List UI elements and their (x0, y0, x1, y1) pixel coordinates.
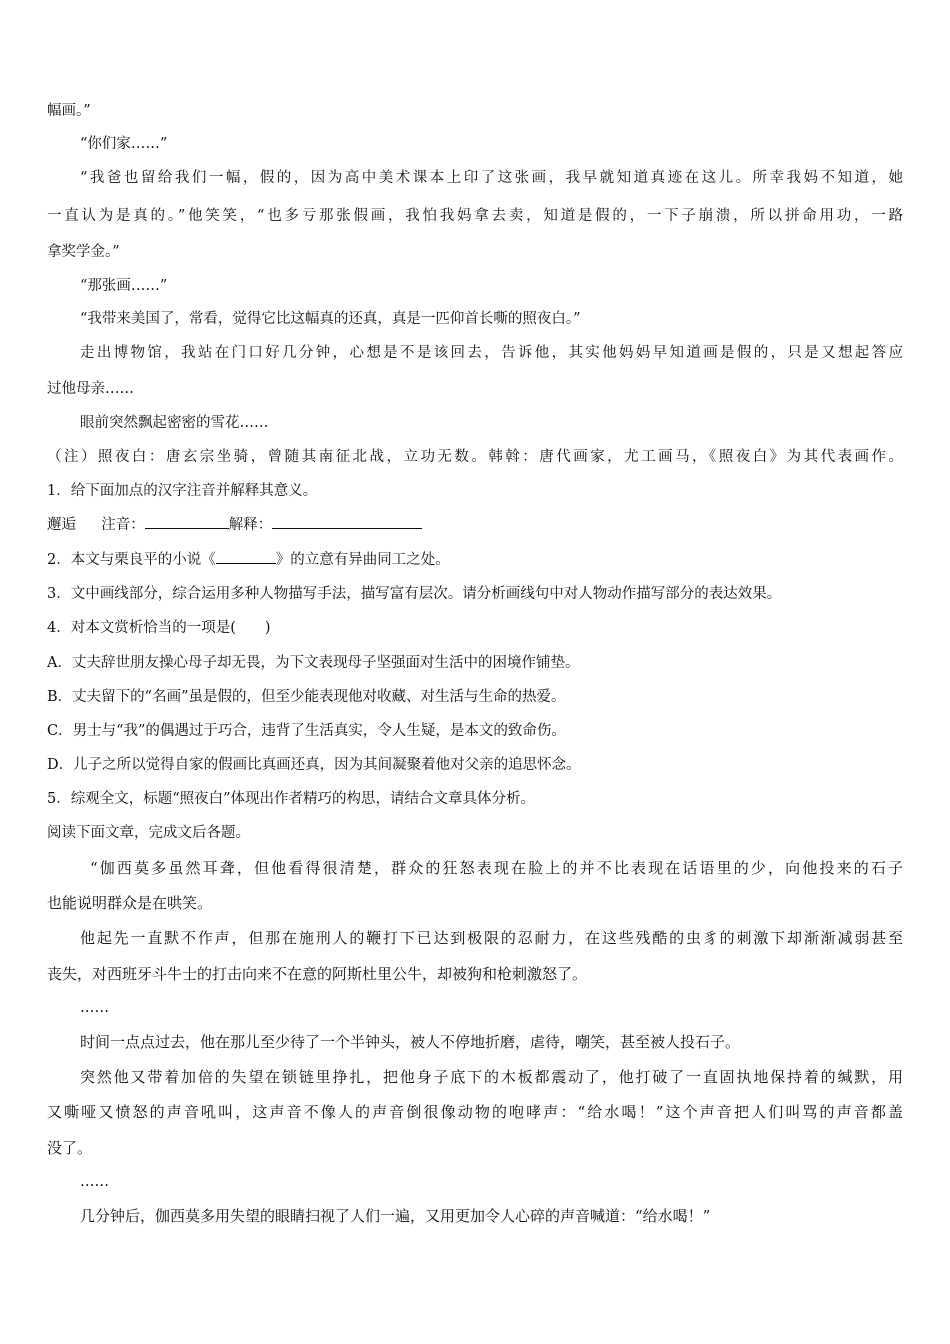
option-b: B．丈夫留下的“名画”虽是假的，但至少能表现他对收藏、对生活与生命的热爱。 (47, 689, 566, 705)
passage-line: 丧失，对西班牙斗牛士的打击向来不在意的阿斯杜里公牛，却被狗和枪刺激怒了。 (47, 965, 588, 983)
passage-line: 几分钟后，伽西莫多用失望的眼睛扫视了人们一遍，又用更加令人心碎的声音喊道：“给水喝！” (80, 1207, 711, 1225)
story-paragraph-line: 拿奖学金。” (47, 244, 120, 260)
question-2-prefix: 2．本文与栗良平的小说《 (47, 552, 216, 568)
option-a: A．丈夫辞世朋友操心母子却无畏，为下文表现母子坚强面对生活中的困境作铺垫。 (47, 655, 580, 671)
option-c: C．男士与“我”的偶遇过于巧合，违背了生活真实，令人生疑，是本文的致命伤。 (47, 723, 566, 739)
passage-ellipsis: …… (80, 1000, 109, 1016)
question-1-answer-line (47, 514, 903, 536)
question-3: 3．文中画线部分，综合运用多种人物描写手法，描写富有层次。请分析画线句中对人物动作描写部分的表达效果。 (47, 586, 782, 602)
pinyin-blank[interactable] (145, 514, 229, 529)
story-paragraph-line: “我爸也留给我们一幅，假的，因为高中美术课本上印了这张画，我早就知道真迹在这儿。所幸我妈不知道，她 (80, 170, 903, 186)
story-dialogue-line: “那张画……” (80, 278, 168, 294)
question-1: 1．给下面加点的汉字注音并解释其意义。 (47, 483, 318, 499)
footnote: （注）照夜白：唐玄宗坐骑，曾随其南征北战，立功无数。韩斡：唐代画家，尤工画马，《照夜白》为其代表画作。 (47, 449, 903, 465)
story-dialogue-line: “你们家……” (80, 136, 168, 152)
reading-instruction: 阅读下面文章，完成文后各题。 (47, 825, 250, 841)
passage-ellipsis: …… (80, 1174, 109, 1190)
story-paragraph-line: 眼前突然飘起密密的雪花…… (80, 415, 269, 431)
story-paragraph-line: 走出博物馆，我站在门口好几分钟，心想是不是该回去，告诉他，其实他妈妈早知道画是假的，只是又想起答应 (80, 345, 903, 361)
passage-line: 又嘶哑又愤怒的声音吼叫，这声音不像人的声音倒很像动物的咆哮声：“给水喝！”这个声音把人们叫骂的声音都盖 (47, 1103, 903, 1121)
question-1-word: 邂逅 (47, 517, 76, 533)
passage-line: 也能说明群众是在哄笑。 (47, 894, 213, 912)
story-paragraph-end: 幅画。” (47, 103, 91, 119)
story-dialogue-line: “我带来美国了，常看，觉得它比这幅真的还真，真是一匹仰首长嘶的照夜白。” (80, 311, 581, 327)
story-paragraph-line: 一直认为是真的。”他笑笑，“也多亏那张假画，我怕我妈拿去卖，知道是假的，一下子崩溃，所以拼命用功，一路 (47, 208, 903, 224)
passage-line: 时间一点点过去，他在那儿至少待了一个半钟头，被人不停地折磨，虐待，嘲笑，甚至被人投石子。 (80, 1033, 741, 1051)
option-d: D．儿子之所以觉得自家的假画比真画还真，因为其间凝聚着他对父亲的追思怀念。 (47, 757, 581, 773)
pinyin-label: 注音： (101, 517, 145, 533)
passage-line: 他起先一直默不作声，但那在施刑人的鞭打下已达到极限的忍耐力，在这些残酷的虫豸的刺激下却渐渐减弱甚至 (80, 929, 903, 947)
question-2 (47, 549, 903, 571)
question-4: 4．对本文赏析恰当的一项是( ) (47, 620, 271, 636)
story-paragraph-line: 过他母亲…… (47, 381, 134, 397)
question-2-suffix: 》的立意有异曲同工之处。 (275, 552, 450, 568)
meaning-label: 解释： (228, 517, 273, 533)
passage-line: 没了。 (47, 1139, 93, 1157)
passage-line: 突然他又带着加倍的失望在锁链里挣扎，把他身子底下的木板都震动了，他打破了一直固执地保持着的缄默，用 (80, 1068, 903, 1086)
question-2-blank[interactable] (216, 549, 276, 564)
question-5: 5．综观全文，标题“照夜白”体现出作者精巧的构思，请结合文章具体分析。 (47, 791, 536, 807)
passage-line: “伽西莫多虽然耳聋，但他看得很清楚，群众的狂怒表现在脸上的并不比表现在话语里的少，向他投来的石子 (90, 859, 903, 877)
meaning-blank[interactable] (272, 514, 422, 529)
